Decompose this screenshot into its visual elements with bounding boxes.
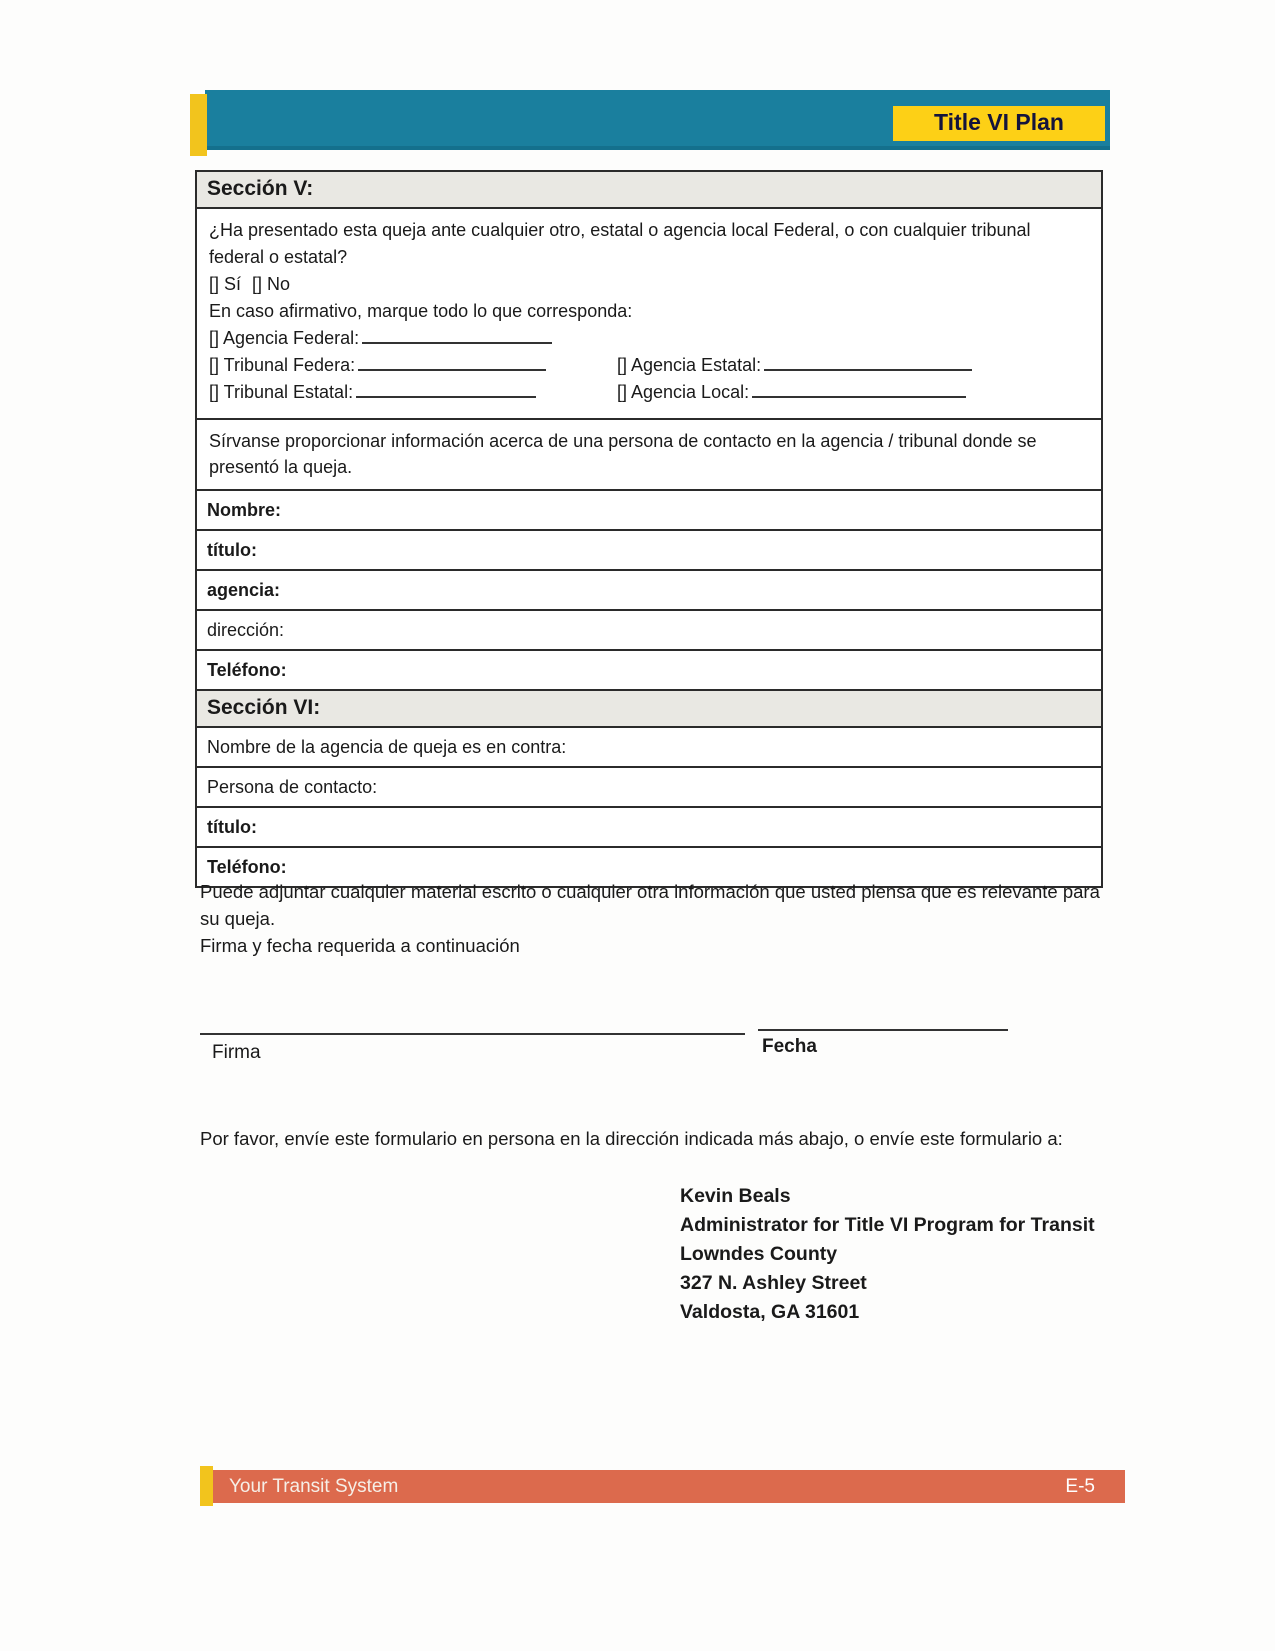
checkbox-state-agency[interactable]: [] Agencia Estatal: [617, 355, 762, 375]
footer-accent-stripe [200, 1466, 213, 1506]
field-row-titulo[interactable] [197, 529, 1101, 569]
mailing-address [680, 1182, 1095, 1327]
field-row-telefono[interactable] [197, 649, 1101, 689]
section6-header: Sección VI: [197, 689, 1101, 726]
header-accent-stripe [190, 94, 207, 156]
field-row-agencia-queja[interactable] [197, 726, 1101, 766]
state-court-blank[interactable] [356, 382, 536, 398]
date-line[interactable] [758, 1029, 1008, 1031]
question-text: ¿Ha presentado esta queja ante cualquier otro, estatal o agencia local Federal, o con cualquier tribunal federal o estatal? [209, 220, 1031, 267]
address-org: Lowndes County [680, 1243, 838, 1265]
checkbox-federal-court[interactable]: [] Tribunal Federa: [209, 355, 356, 375]
footer-left-text: Your Transit System [229, 1476, 399, 1497]
signature-label: Firma [212, 1042, 261, 1063]
field-row-persona-contacto[interactable] [197, 766, 1101, 806]
field-label-telefono: Teléfono: [207, 660, 287, 680]
checkbox-no[interactable]: [] No [252, 274, 291, 294]
checkbox-federal-agency[interactable]: [] Agencia Federal: [209, 328, 360, 348]
local-agency-blank[interactable] [752, 382, 966, 398]
field-label-nombre: Nombre: [207, 500, 282, 520]
field-row-titulo-2[interactable] [197, 806, 1101, 846]
federal-court-blank[interactable] [358, 355, 546, 371]
field-label-telefono-2: Teléfono: [207, 857, 287, 877]
attach-note: Puede adjuntar cualquier material escrito o cualquier otra información que usted piensa que es relevante para su queja. [200, 881, 1100, 929]
section5-header: Sección V: [197, 172, 1101, 207]
state-agency-blank[interactable] [764, 355, 972, 371]
option-courts-line-2 [209, 379, 1089, 406]
field-label-agencia: agencia: [207, 580, 281, 600]
field-label-titulo-2: título: [207, 817, 257, 837]
address-name: Kevin Beals [680, 1185, 791, 1207]
page-title: Title VI Plan [893, 106, 1105, 141]
option-federal-agency-line [209, 325, 1089, 352]
section5-question-block [197, 207, 1101, 418]
if-yes-note: En caso afirmativo, marque todo lo que corresponda: [209, 301, 633, 321]
option-courts-line-1 [209, 352, 1089, 379]
field-label-persona-contacto: Persona de contacto: [207, 777, 378, 797]
field-row-agencia[interactable] [197, 569, 1101, 609]
signature-line[interactable] [200, 1033, 745, 1035]
date-label: Fecha [762, 1036, 817, 1057]
checkbox-local-agency[interactable]: [] Agencia Local: [617, 382, 750, 402]
footer-page-number: E-5 [1065, 1476, 1095, 1497]
field-label-titulo: título: [207, 540, 257, 560]
footer-bar [213, 1470, 1125, 1503]
closing-notes [200, 878, 1105, 959]
submit-note: Por favor, envíe este formulario en persona en la dirección indicada más abajo, o envíe este formulario a: [200, 1128, 1063, 1149]
address-role: Administrator for Title VI Program for Transit [680, 1214, 1095, 1236]
address-city: Valdosta, GA 31601 [680, 1301, 860, 1323]
section5-contact-note: Sírvanse proporcionar información acerca de una persona de contacto en la agencia / tribunal donde se presentó la queja. [197, 418, 1101, 489]
field-row-nombre[interactable] [197, 489, 1101, 529]
field-label-agencia-queja: Nombre de la agencia de queja es en contra: [207, 737, 567, 757]
checkbox-state-court[interactable]: [] Tribunal Estatal: [209, 382, 354, 402]
yes-no-line [209, 271, 1089, 298]
signature-note: Firma y fecha requerida a continuación [200, 935, 520, 956]
field-label-direccion: dirección: [207, 620, 285, 640]
checkbox-yes[interactable]: [] Sí [209, 274, 242, 294]
address-street: 327 N. Ashley Street [680, 1272, 867, 1294]
field-row-direccion[interactable] [197, 609, 1101, 649]
federal-agency-blank[interactable] [362, 328, 552, 344]
complaint-form-table [195, 170, 1103, 888]
